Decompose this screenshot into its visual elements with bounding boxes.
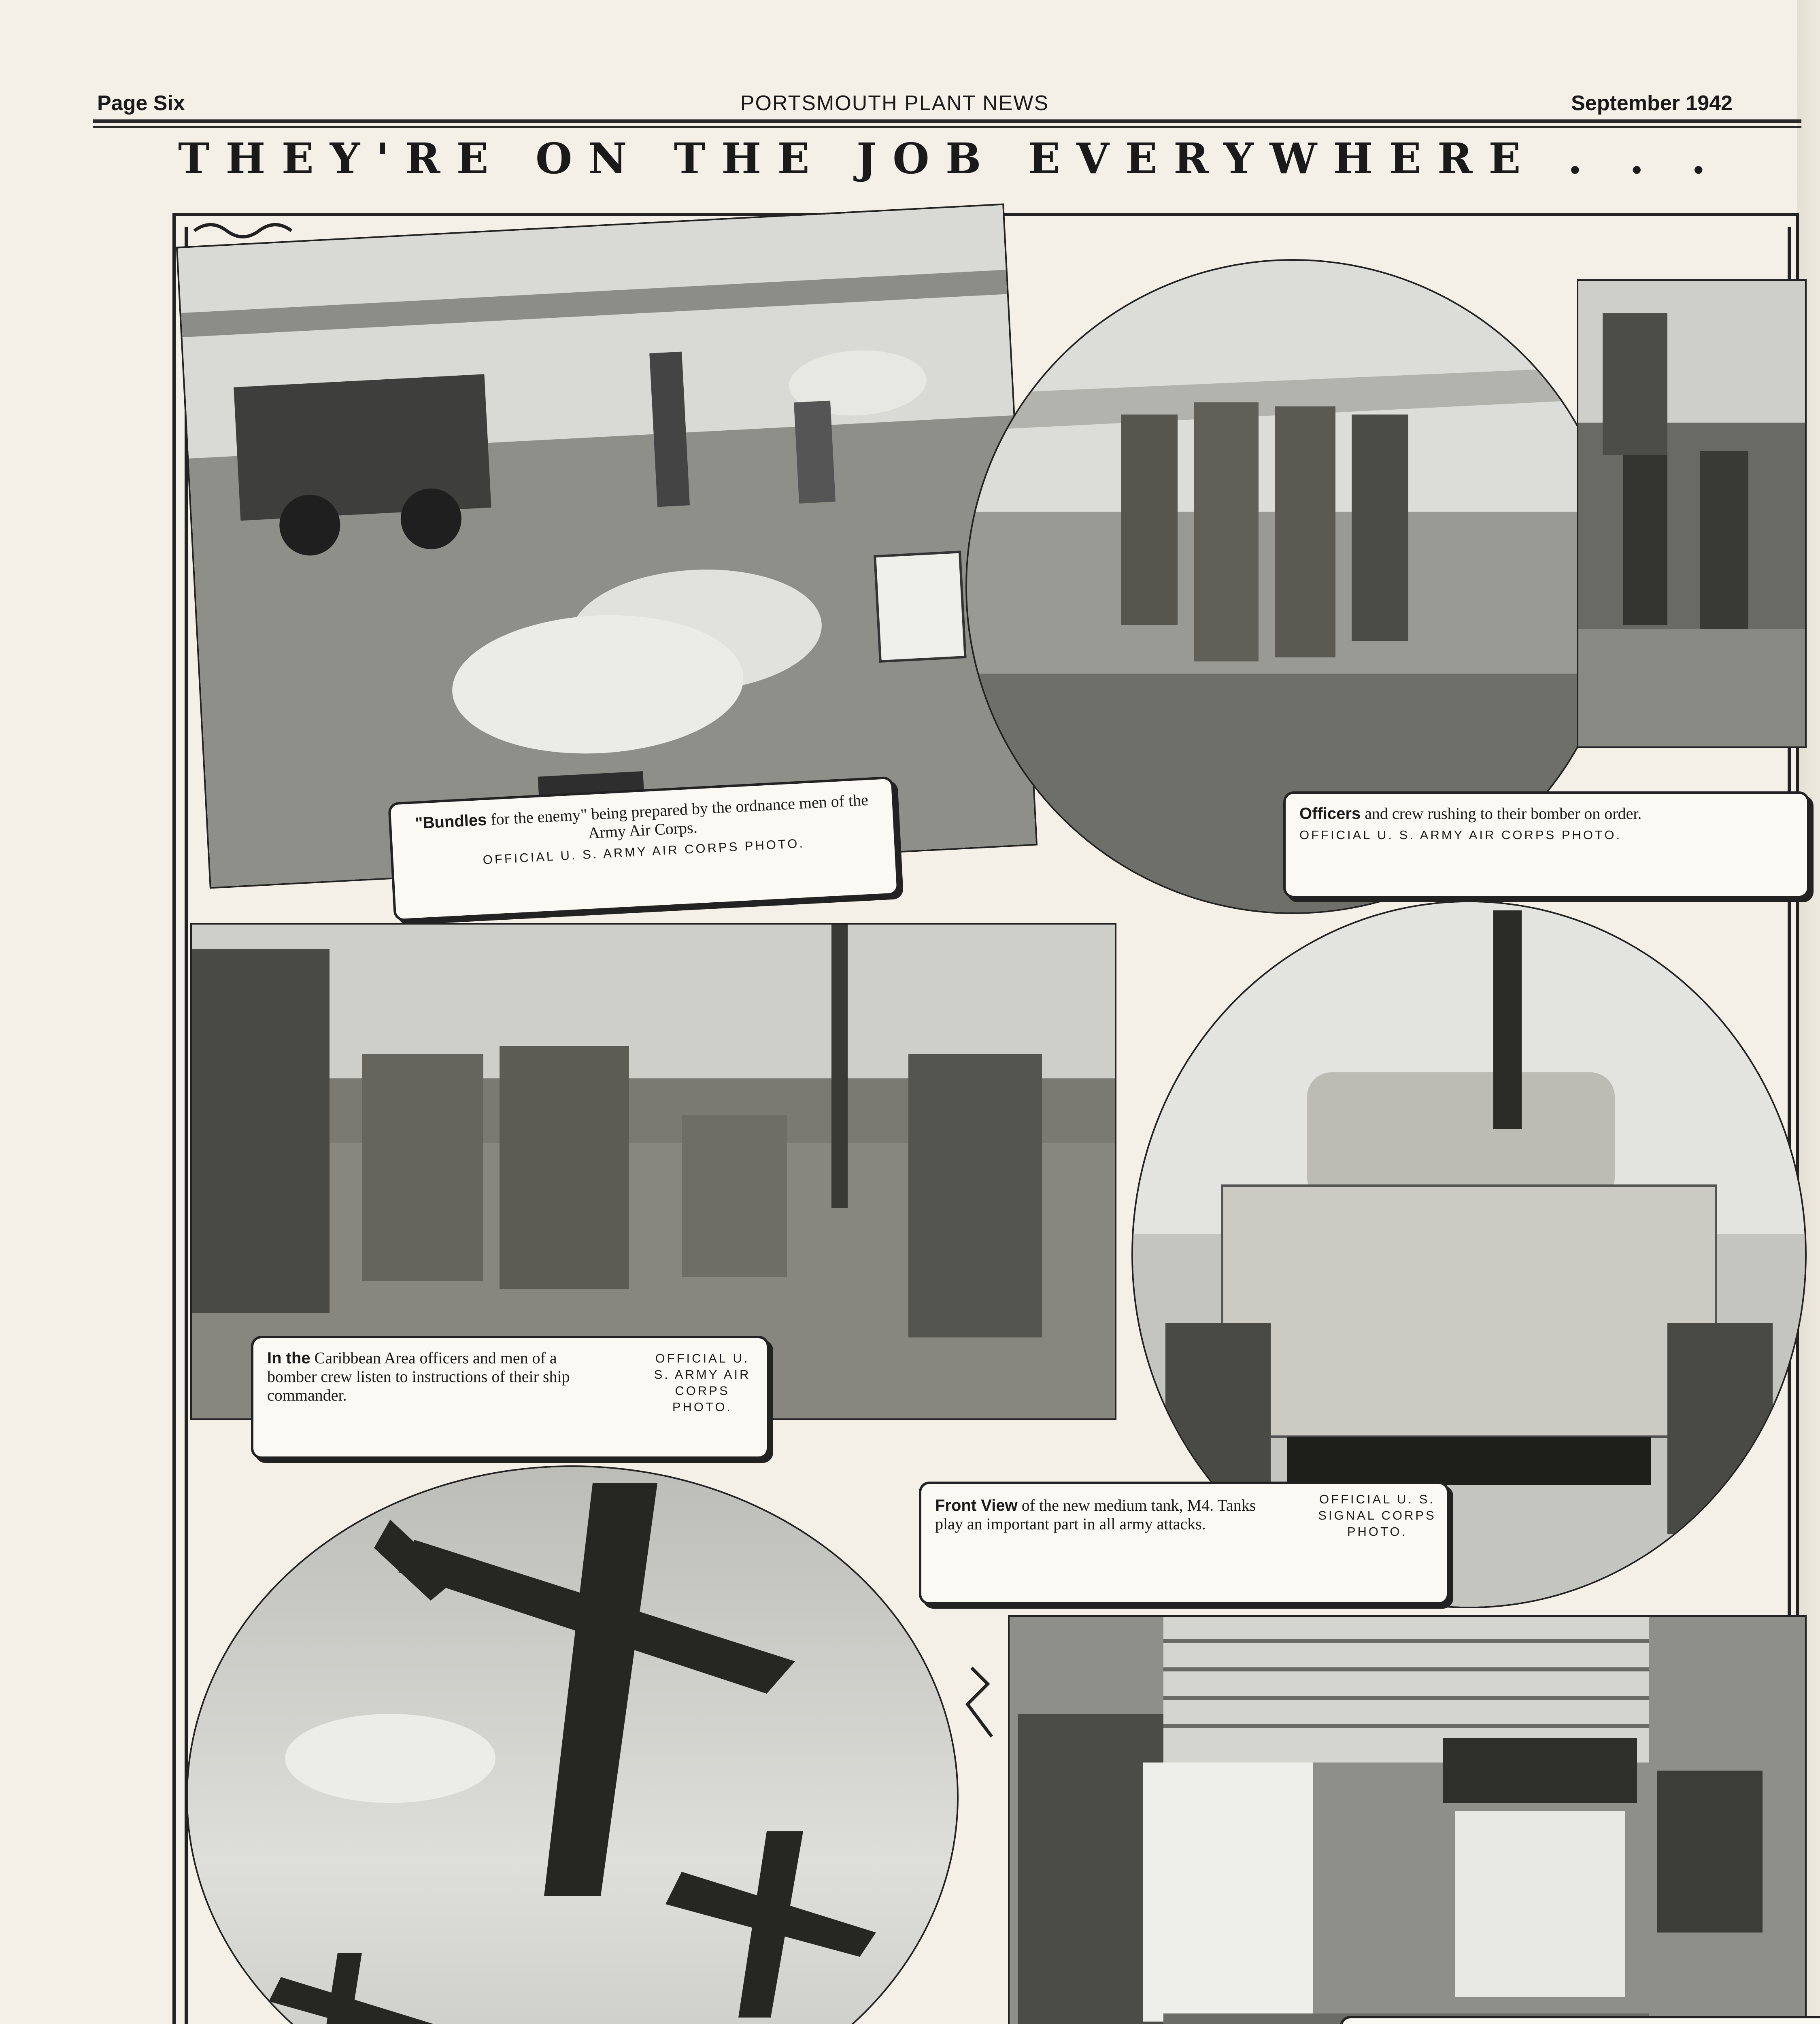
paper-name: PORTSMOUTH PLANT NEWS <box>740 91 1049 115</box>
caption-bundles-text: for the enemy" being prepared by the ordnance men of the Army Air Corps. <box>486 790 869 842</box>
caption-tank <box>919 1482 1449 1605</box>
caption-officers-credit: OFFICIAL U. S. ARMY AIR CORPS PHOTO. <box>1299 828 1622 842</box>
caption-caribbean-lead: In the <box>267 1349 310 1367</box>
caption-officers-lead: Officers <box>1299 805 1361 823</box>
page-label: Page Six <box>97 91 185 115</box>
photo-radio-operators <box>1008 1615 1807 2024</box>
caption-officers <box>1283 791 1809 898</box>
photo-bomb-ordnance <box>176 203 1038 889</box>
caption-tank-credit: OFFICIAL U. S. SIGNAL CORPS PHOTO. <box>1318 1492 1436 1539</box>
caption-caribbean <box>251 1336 769 1459</box>
masthead-rule <box>93 119 1801 123</box>
photo-ship-dock <box>1577 279 1807 748</box>
masthead <box>93 87 1801 119</box>
caption-tank-text: of the new medium tank, M4. Tanks play an important part in all army attacks. <box>935 1496 1256 1533</box>
caption-tank-lead: Front View <box>935 1497 1018 1514</box>
caption-bundles-credit: OFFICIAL U. S. ARMY AIR CORPS PHOTO. <box>482 836 805 867</box>
caption-based <box>1340 2016 1820 2024</box>
caption-caribbean-credit: OFFICIAL U. S. ARMY AIR CORPS PHOTO. <box>654 1351 751 1414</box>
page-headline: THEY'RE ON THE JOB EVERYWHERE . . . <box>178 134 1722 183</box>
caption-bundles-lead: "Bundles <box>415 811 487 833</box>
masthead-rule-thin <box>93 126 1801 128</box>
issue-date: September 1942 <box>1571 91 1733 115</box>
caption-caribbean-text: Caribbean Area officers and men of a bomber crew listen to instructions of their ship commander. <box>267 1349 570 1404</box>
caption-officers-text: and crew rushing to their bomber on order. <box>1361 804 1642 823</box>
